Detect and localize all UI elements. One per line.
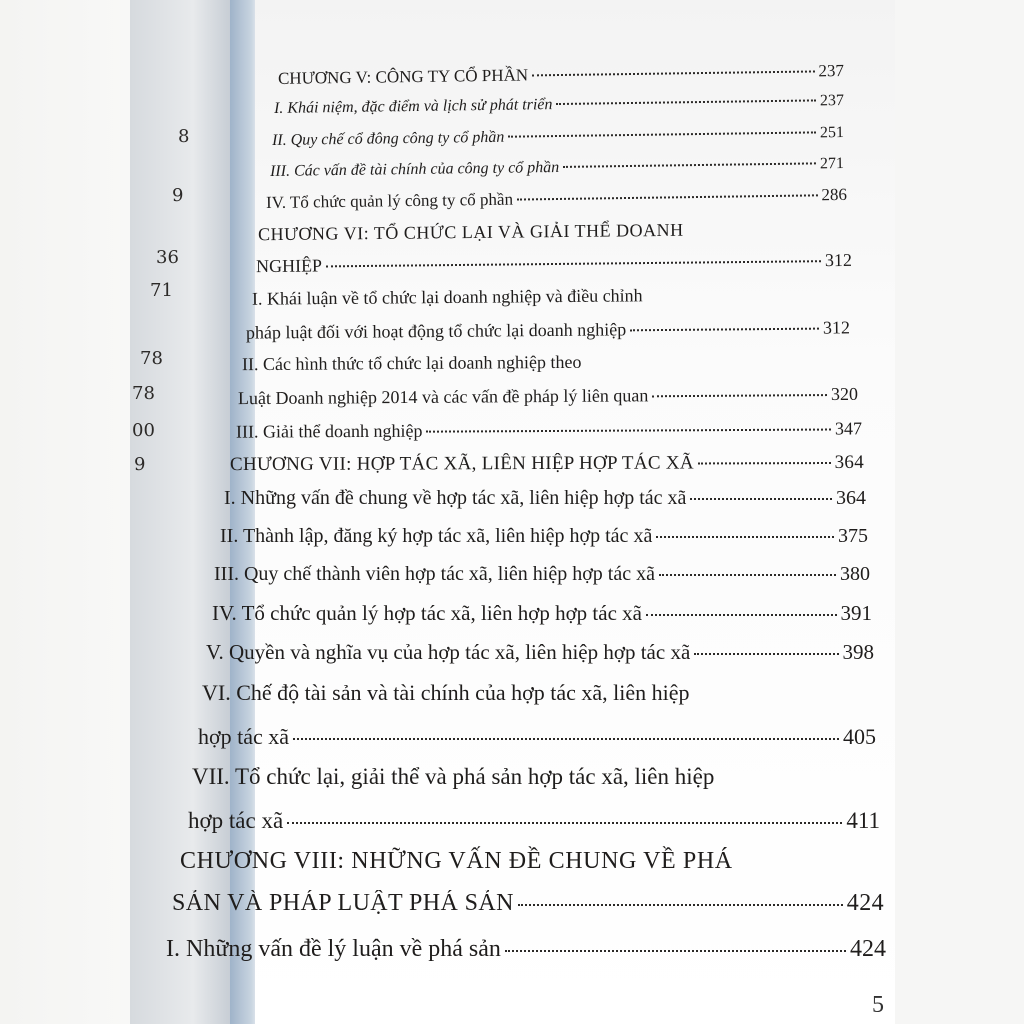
toc-entry: II. Thành lập, đăng ký hợp tác xã, liên hiệp hợp tác xã 375 [220, 525, 868, 547]
toc-entry-line: CHƯƠNG VI: TỔ CHỨC LẠI VÀ GIẢI THỂ DOANH [257, 219, 684, 245]
toc-entry-line: CHƯƠNG VIII: NHỮNG VẤN ĐỀ CHUNG VỀ PHÁ [180, 848, 733, 874]
toc-entry: IV. Tổ chức quản lý công ty cổ phần 286 [265, 184, 848, 213]
left-page-number: 78 [140, 348, 163, 369]
toc-entry: SẢN VÀ PHÁP LUẬT PHÁ SẢN 424 [172, 890, 884, 916]
toc-entry: IV. Tổ chức quản lý hợp tác xã, liên hợp hợp tác xã 391 [212, 601, 872, 625]
toc-entry: hợp tác xã 405 [198, 724, 876, 749]
toc-entry: I. Những vấn đề chung về hợp tác xã, liên hiệp hợp tác xã 364 [224, 487, 866, 509]
toc-entry: III. Quy chế thành viên hợp tác xã, liên hiệp hợp tác xã 380 [214, 563, 870, 585]
left-page-number: 71 [150, 280, 173, 301]
toc-entry: III. Giải thể doanh nghiệp 347 [235, 418, 863, 442]
toc-entry: II. Quy chế cổ đông công ty cổ phần 251 [271, 124, 845, 149]
left-page-number: 00 [132, 420, 155, 441]
toc-entry: I. Những vấn đề lý luận về phá sản 424 [166, 936, 886, 962]
left-page-number: 9 [134, 454, 146, 475]
toc-entry: NGHIỆP 312 [255, 249, 853, 277]
toc-entry-line: VI. Chế độ tài sản và tài chính của hợp tác xã, liên hiệp [202, 680, 690, 705]
toc-entry: III. Các vấn đề tài chính của công ty cổ phần 271 [269, 154, 845, 181]
toc-entry: I. Khái niệm, đặc điểm và lịch sử phát triển 237 [273, 92, 845, 117]
left-page-number: 9 [172, 185, 184, 206]
toc-entry-line: VII. Tổ chức lại, giải thể và phá sản hợp tác xã, liên hiệp [192, 764, 715, 789]
left-page-number: 8 [178, 126, 190, 147]
toc-entry: V. Quyền và nghĩa vụ của hợp tác xã, liên hiệp hợp tác xã 398 [206, 640, 874, 664]
left-page-number: 78 [132, 383, 155, 404]
toc-entry: Luật Doanh nghiệp 2014 và các vấn đề pháp lý liên quan 320 [237, 383, 859, 409]
toc-entry: CHƯƠNG VII: HỢP TÁC XÃ, LIÊN HIỆP HỢP TÁC XÃ 364 [229, 451, 865, 476]
toc-entry: hợp tác xã 411 [188, 808, 880, 833]
page-number: 5 [872, 992, 884, 1018]
toc-entry: pháp luật đối với hoạt động tổ chức lại doanh nghiệp 312 [245, 317, 851, 343]
toc-entry-line: II. Các hình thức tổ chức lại doanh nghiệp theo [241, 351, 582, 375]
left-page-number: 36 [156, 247, 179, 268]
toc-entry: CHƯƠNG V: CÔNG TY CỔ PHẦN 237 [277, 61, 845, 88]
toc-entry-line: I. Khái luận về tổ chức lại doanh nghiệp và điều chỉnh [251, 285, 643, 309]
